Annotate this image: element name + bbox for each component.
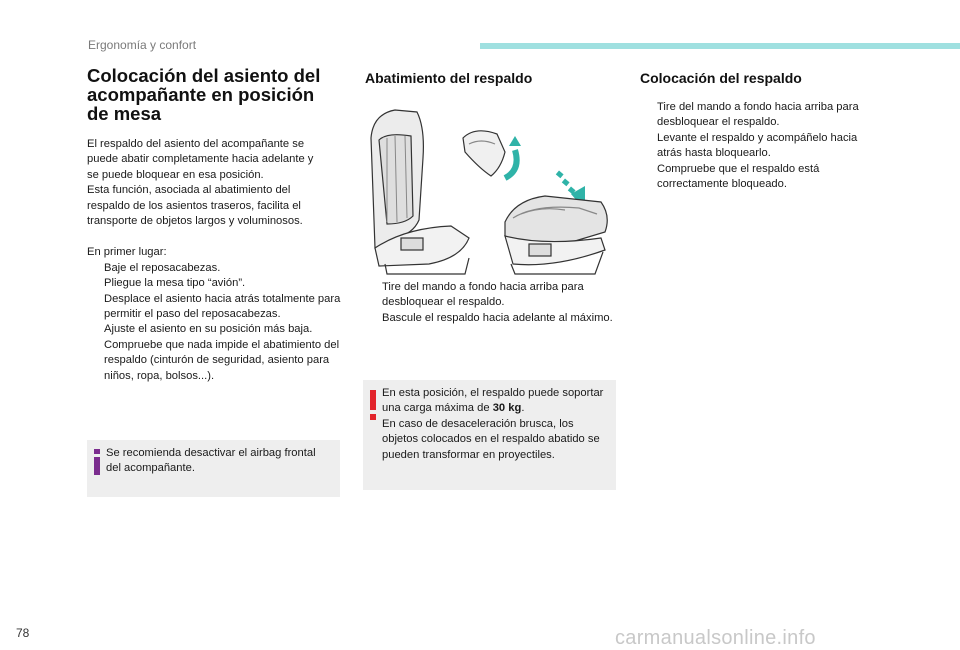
intro-line: se puede bloquear en esa posición.	[87, 168, 264, 181]
intro-line: respaldo de los asientos traseros, facilita el	[87, 199, 301, 212]
first-label: En primer lugar:	[87, 246, 167, 259]
folded-seat-drawing	[505, 196, 607, 274]
folding-steps-list	[365, 280, 617, 326]
intro-line: Esta función, asociada al abatimiento del	[87, 184, 291, 197]
step-text: Tire del mando a fondo hacia arriba para desbloquear el respaldo.	[657, 101, 859, 129]
upright-seat-drawing	[371, 110, 469, 274]
prep-steps-list	[87, 261, 342, 384]
title-line: de mesa	[87, 103, 162, 124]
title-line: acompañante en posición	[87, 84, 315, 105]
step-item	[365, 311, 617, 326]
column-positioning	[87, 66, 342, 384]
step-item	[87, 261, 342, 276]
column-folding	[365, 66, 617, 86]
main-title	[87, 66, 342, 123]
step-item	[87, 292, 342, 323]
warning-text-start: En esta posición, el respaldo puede soportar una carga máxima de	[382, 387, 604, 415]
section-title-reposition: Colocación del respaldo	[640, 70, 802, 86]
warning-icon	[369, 390, 377, 420]
warning-note-text	[382, 386, 608, 463]
folding-steps-block	[365, 280, 617, 326]
step-item	[87, 338, 342, 384]
intro-line: puede abatir completamente hacia adelante y	[87, 153, 314, 166]
step-item	[365, 280, 617, 311]
intro-paragraph	[87, 137, 342, 229]
step-item	[640, 162, 885, 193]
step-item	[87, 322, 342, 337]
warning-note	[363, 380, 616, 490]
step-text: Desplace el asiento hacia atrás totalmente para permitir el paso del reposacabezas.	[104, 292, 341, 321]
step-item	[640, 131, 885, 162]
section-header: Ergonomía y confort	[88, 38, 197, 52]
title-line: Colocación del asiento del	[87, 65, 321, 86]
column-reposition	[640, 66, 885, 192]
warning-text-rest: En caso de desaceleración brusca, los objetos colocados en el respaldo abatido se pueden transformar en proyectiles.	[382, 417, 600, 461]
step-item	[87, 276, 342, 291]
warning-text-end: .	[521, 402, 525, 415]
page-number: 78	[16, 626, 30, 640]
step-text: Compruebe que nada impide el abatimiento del respaldo (cinturón de seguridad, asiento para niños, ropa, bolsos...).	[104, 338, 340, 382]
intro-line: El respaldo del asiento del acompañante se	[87, 138, 305, 150]
info-note	[87, 440, 340, 497]
step-text: Pliegue la mesa tipo “avión”.	[104, 277, 246, 290]
step-text: Compruebe que el respaldo está correctamente bloqueado.	[657, 162, 820, 191]
intro-line: transporte de objetos largos y voluminosos.	[87, 215, 303, 228]
step-text: Tire del mando a fondo hacia arriba para desbloquear el respaldo.	[382, 281, 584, 309]
step-text: Levante el respaldo y acompáñelo hacia atrás hasta bloquearlo.	[657, 131, 858, 160]
step-item	[640, 100, 885, 131]
step-text: Baje el reposacabezas.	[104, 261, 221, 274]
step-text: Bascule el respaldo hacia adelante al máximo.	[382, 311, 613, 324]
watermark: carmanualsonline.info	[615, 627, 816, 649]
seat-folding-illustration	[365, 98, 617, 280]
reposition-steps-list	[640, 100, 885, 192]
header-accent-bar	[480, 43, 960, 49]
info-icon	[93, 449, 101, 475]
info-note-text: Se recomienda desactivar el airbag frontal del acompañante.	[106, 447, 316, 475]
headrest-drawing	[463, 131, 505, 176]
warning-max-load: 30 kg	[492, 402, 522, 415]
section-title-folding: Abatimiento del respaldo	[365, 70, 533, 86]
rotate-arrow-icon	[505, 136, 521, 178]
step-text: Ajuste el asiento en su posición más baja.	[104, 323, 313, 336]
